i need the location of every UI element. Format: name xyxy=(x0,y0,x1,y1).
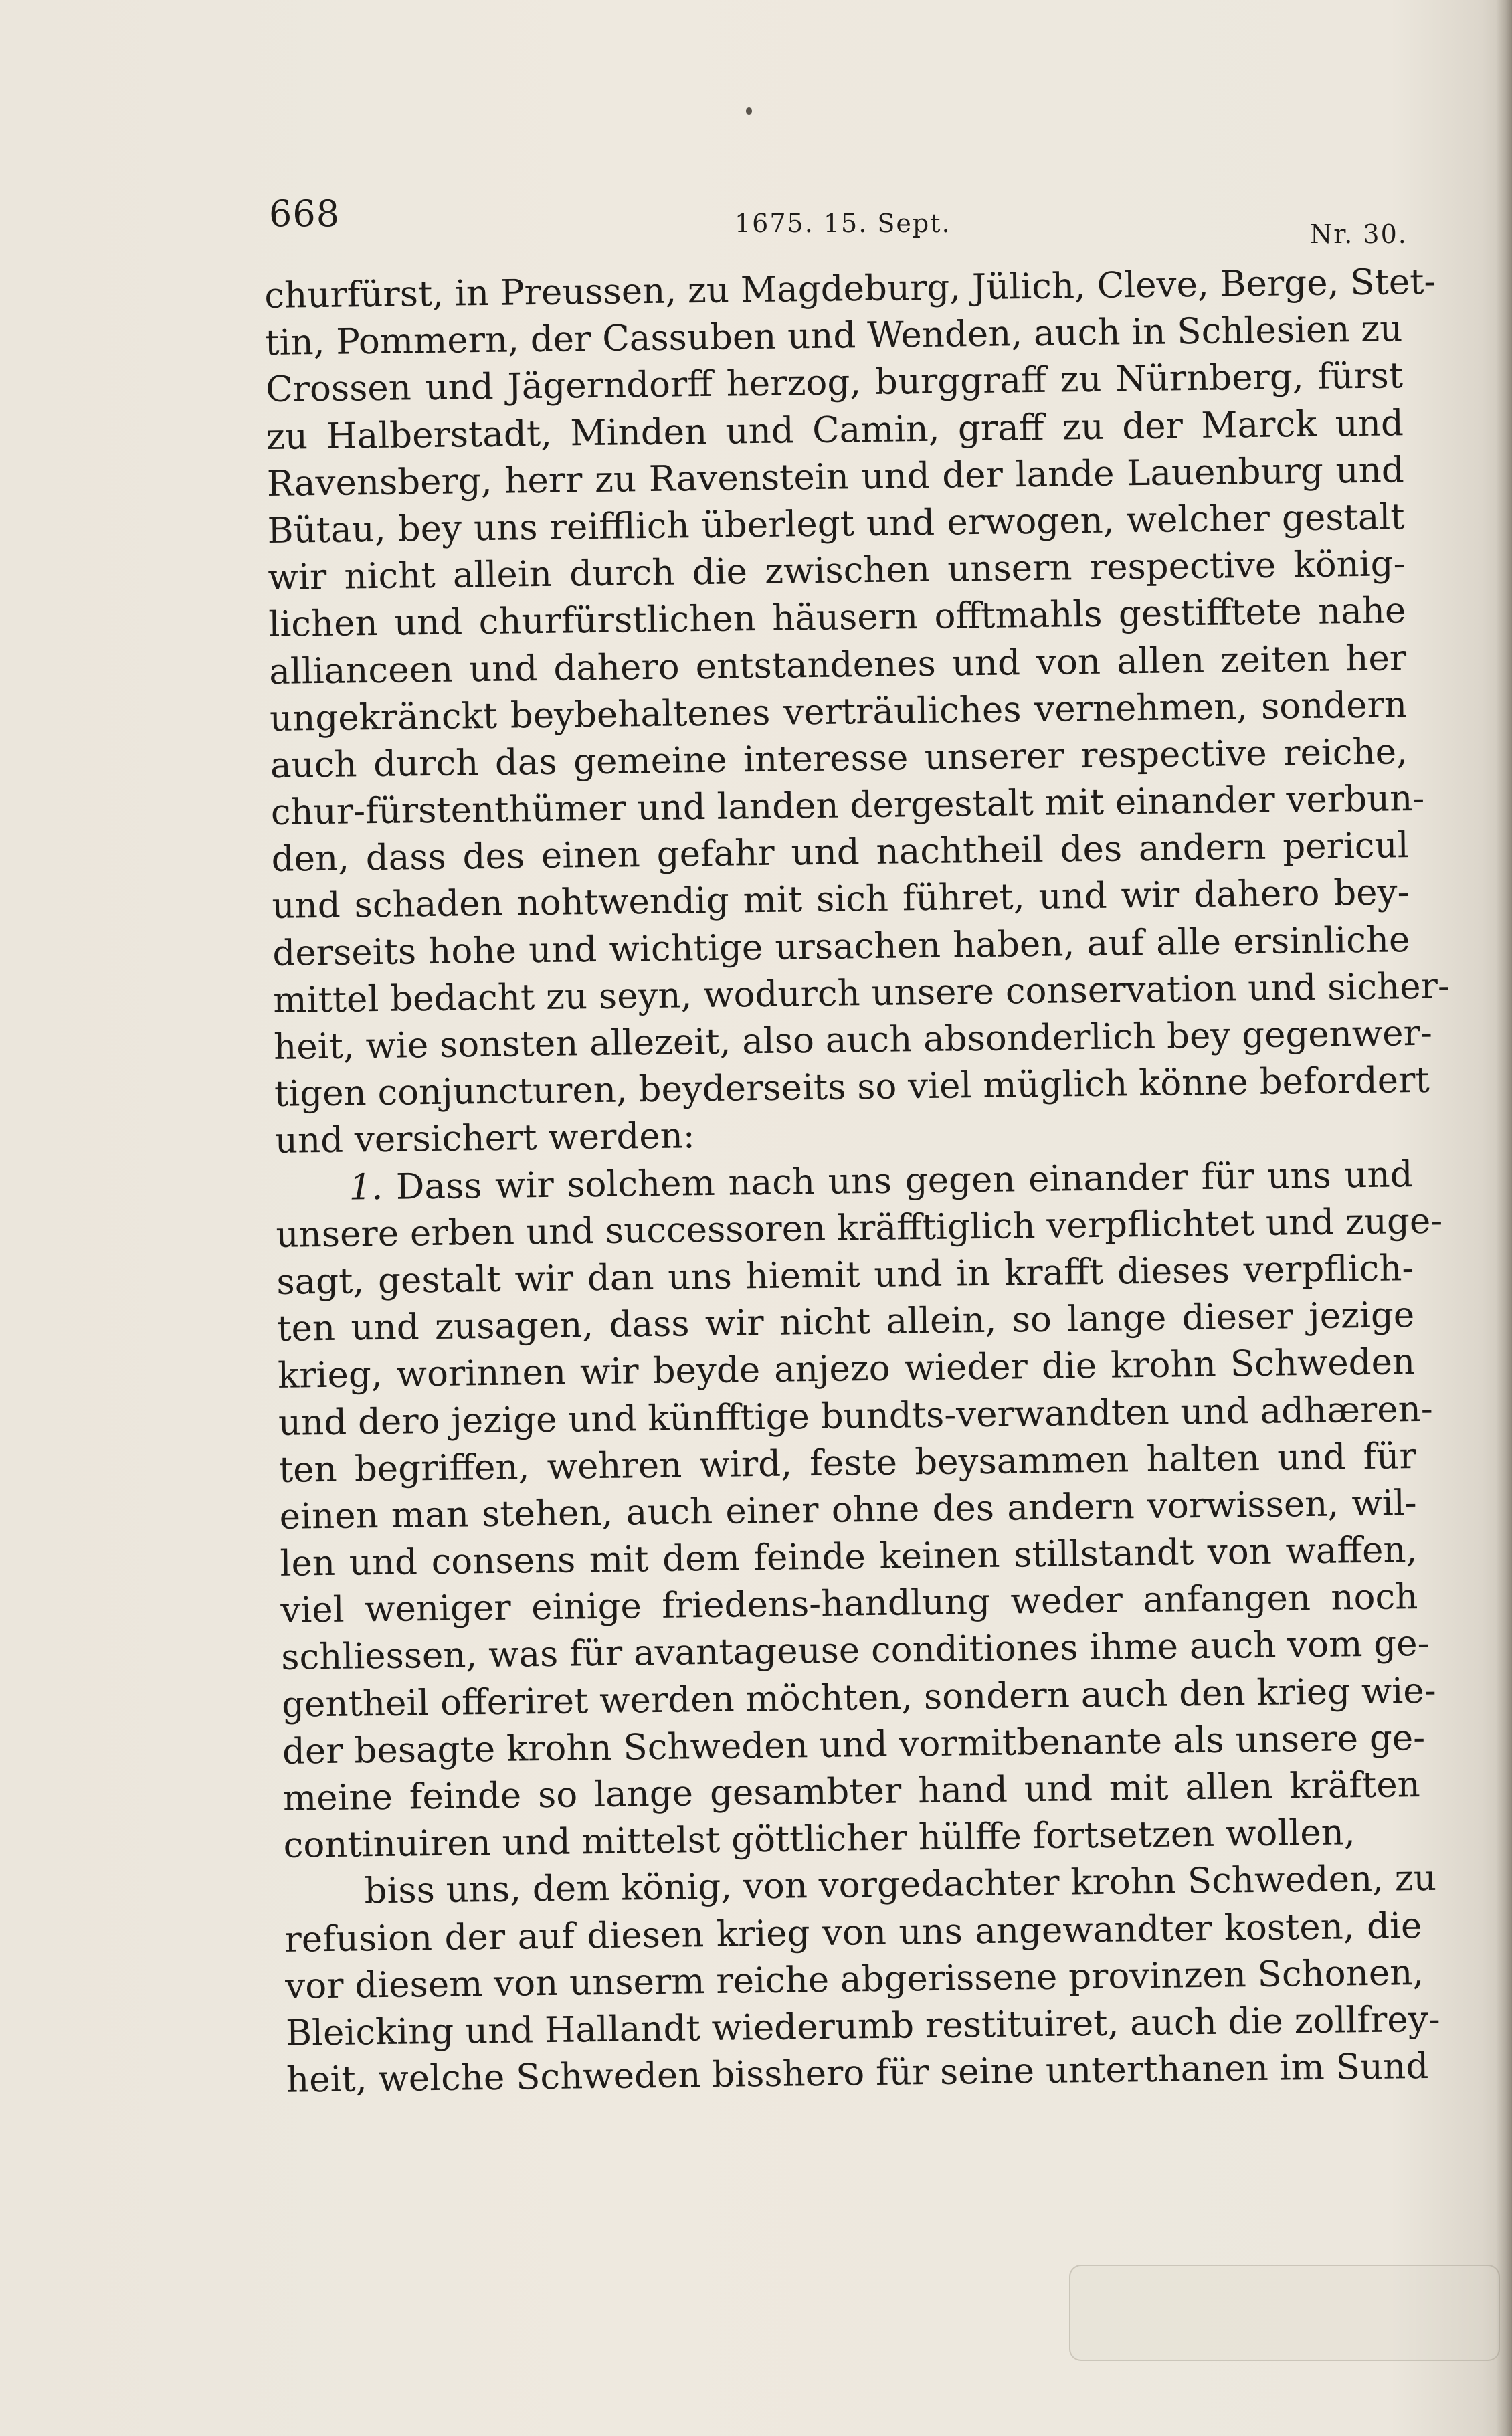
text-line: sagt, gestalt wir dan uns hiemit und in krafft dieses verpflich- xyxy=(276,1248,1414,1303)
text-line: Ravensberg, herr zu Ravenstein und der lande Lauenburg und xyxy=(266,449,1405,504)
text-line: und versichert werden: xyxy=(274,1115,696,1162)
text-line: einen man stehen, auch einer ohne des andern vorwissen, wil- xyxy=(279,1482,1417,1537)
text-line: churfürst, in Preussen, zu Magdeburg, Jülich, Cleve, Berge, Stet- xyxy=(264,261,1436,316)
text-line: Crossen und Jägerndorff herzog, burggraff zu Nürnberg, fürst xyxy=(265,355,1404,411)
binding-edge-shadow xyxy=(1496,0,1512,2436)
text-line: ten begriffen, wehren wird, feste beysammen halten und für xyxy=(278,1435,1417,1491)
text-line: ungekränckt beybehaltenes verträuliches vernehmen, sondern xyxy=(269,684,1408,739)
paragraph-1-text: Dass wir solchem nach uns gegen einander für uns und xyxy=(395,1153,1413,1208)
text-line: Bleicking und Hallandt wiederumb restituiret, auch die zollfrey- xyxy=(285,1998,1440,2054)
text-line: ten und zusagen, dass wir nicht allein, so lange dieser jezige xyxy=(276,1295,1415,1350)
text-line: heit, wie sonsten allezeit, also auch absonderlich bey gegenwer- xyxy=(273,1012,1433,1068)
document-number: Nr. 30. xyxy=(1310,219,1408,249)
text-line: den, dass des einen gefahr und nachtheil des andern pericul xyxy=(271,825,1409,880)
paragraph-number: 1. xyxy=(349,1166,383,1208)
text-line: unsere erben und successoren kräfftiglich verpflichtet und zuge- xyxy=(276,1200,1443,1256)
text-line: wir nicht allein durch die zwischen unsern respective könig- xyxy=(268,543,1406,599)
main-text xyxy=(264,259,1450,2104)
text-line: tin, Pommern, der Cassuben und Wenden, auch in Schlesien zu xyxy=(264,308,1403,364)
text-line: meine feinde so lange gesambter hand und mit allen kräften xyxy=(282,1764,1421,1819)
text-line: heit, welche Schweden bisshero für seine unterthanen im Sund xyxy=(286,2046,1429,2101)
text-line: der besagte krohn Schweden und vormitbenante als unsere ge- xyxy=(282,1717,1426,1772)
paragraph-2-first-line: biss uns, dem könig, von vorgedachter krohn Schweden, zu xyxy=(364,1858,1437,1912)
text-line: und dero jezige und künfftige bundts-verwandten und adhæren- xyxy=(278,1388,1434,1444)
text-line: auch durch das gemeine interesse unserer respective reiche, xyxy=(270,731,1408,786)
running-header xyxy=(0,187,1512,248)
text-line: lichen und churfürstlichen häusern offtmahls gestifftete nahe xyxy=(268,590,1406,646)
running-date: 1675. 15. Sept. xyxy=(735,209,951,238)
text-line: allianceen und dahero entstandenes und von allen zeiten her xyxy=(268,637,1407,692)
faint-stamp-outline xyxy=(1069,2265,1500,2361)
text-line: chur-fürstenthümer und landen dergestalt mit einander verbun- xyxy=(270,777,1425,833)
ink-speck xyxy=(746,107,752,115)
text-line: len und consens mit dem feinde keinen stillstandt von waffen, xyxy=(280,1529,1418,1584)
text-line: viel weniger einige friedens-handlung weder anfangen noch xyxy=(280,1576,1418,1632)
page-number: 668 xyxy=(269,193,341,235)
text-line: schliessen, was für avantageuse conditiones ihme auch vom ge- xyxy=(280,1623,1430,1679)
text-line: mittel bedacht zu seyn, wodurch unsere conservation und sicher- xyxy=(272,965,1450,1021)
text-line: Bütau, bey uns reifflich überlegt und erwogen, welcher gestalt xyxy=(267,496,1405,551)
text-line: refusion der auf diesen krieg von uns angewandter kosten, die xyxy=(284,1905,1422,1960)
text-line: derseits hohe und wichtige ursachen haben, auf alle ersinliche xyxy=(272,919,1410,974)
text-line: zu Halberstadt, Minden und Camin, graff zu der Marck und xyxy=(266,402,1404,458)
text-line: gentheil offeriret werden möchten, sondern auch den krieg wie- xyxy=(281,1670,1436,1725)
text-line: krieg, worinnen wir beyde anjezo wieder die krohn Schweden xyxy=(277,1341,1416,1397)
text-line: und schaden nohtwendig mit sich führet, und wir dahero bey- xyxy=(272,872,1410,927)
text-line: tigen conjuncturen, beyderseits so viel müglich könne befordert xyxy=(274,1060,1430,1115)
text-line: continuiren und mittelst göttlicher hülffe fortsetzen wollen, xyxy=(283,1812,1355,1867)
text-line: vor diesem von unserm reiche abgerissene provinzen Schonen, xyxy=(284,1952,1424,2007)
